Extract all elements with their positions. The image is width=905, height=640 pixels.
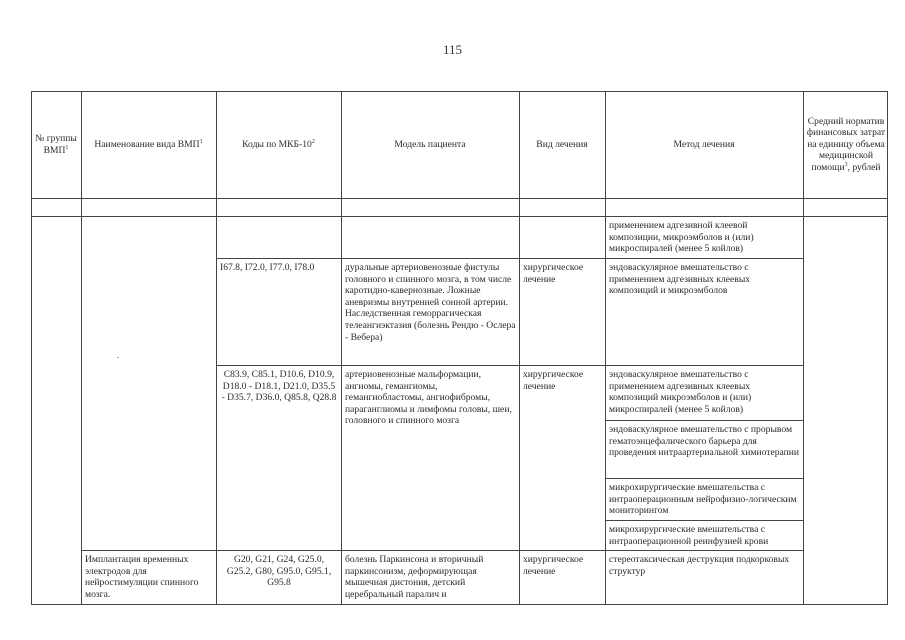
method-cell: эндоваскулярное вмешательство с применением адгезивных клеевых композиций и микроэмболов (609, 262, 751, 297)
method-cell: микрохирургические вмешательства с интраоперационной реинфузией крови (609, 524, 769, 547)
col-border (81, 91, 82, 605)
icd-codes-cell: G20, G21, G24, G25.0, G25.2, G80, G95.0, G95.1, G95.8 (226, 554, 332, 589)
col-border (605, 91, 606, 605)
col-border (216, 91, 217, 605)
method-divider (605, 520, 803, 521)
row-divider (216, 258, 803, 259)
treatment-type-cell: хирургическое лечение (523, 262, 584, 285)
patient-model-cell: артериовенозные мальформации, ангиомы, гемангиомы, гемангиобластомы, ангиофибромы, параганглиомы и лимфомы головы, шеи, головного и спинного мозга (345, 369, 512, 427)
method-divider (605, 478, 803, 479)
col-border (803, 91, 804, 605)
treatment-type-cell: хирургическое лечение (523, 554, 584, 577)
method-cell: применением адгезивной клеевой композиции, микроэмболов и (или) микроспиралей (менее 5 койлов) (609, 220, 754, 255)
table-bottom-border (31, 604, 888, 605)
method-cell: микрохирургические вмешательства с интраоперационным нейрофизио-логическим мониторингом (609, 482, 797, 517)
icd-codes-cell: C83.9, C85.1, D10.6, D10.9, D18.0 - D18.1, D21.0, D35.5 - D35.7, D36.0, Q85.8, Q28.8 (221, 369, 337, 404)
col-border (31, 91, 32, 605)
method-cell: эндоваскулярное вмешательство с применением адгезивных клеевых композиций микроэмболов и (или) микроспиралей (менее 5 койлов) (609, 369, 752, 415)
method-cell: стереотаксическая деструкция подкорковых структур (609, 554, 790, 577)
method-divider (605, 420, 803, 421)
row-divider (216, 365, 803, 366)
header-double-border (31, 216, 888, 217)
patient-model-cell: болезнь Паркинсона и вторичный паркинсонизм, деформирующая мышечная дистония, детский церебральный паралич и (345, 554, 484, 600)
method-cell: эндоваскулярное вмешательство с прорывом гематоэнцефалического барьера для проведения интраартериальной химиотерапии (609, 424, 800, 459)
header-icd-codes: Коды по МКБ-$10^2$ (242, 138, 315, 150)
col-border (887, 91, 888, 605)
icd-codes-cell: I67.8, I72.0, I77.0, I78.0 (220, 262, 315, 273)
page-number: 115 (442, 42, 463, 57)
treatment-type-cell: хирургическое лечение (523, 369, 584, 392)
vmp-table (31, 91, 888, 605)
patient-model-cell: дуральные артериовенозные фистулы головного и спинного мозга, в том числе каротидно-кавернозные. Ложные аневризмы внутренней сонной артерии. Наследственная геморрагическая телеангиэктазия (болезнь Рендю - Ослера - Вебера) (345, 262, 516, 343)
col-border (341, 91, 342, 605)
row-divider (81, 550, 803, 551)
col-border (519, 91, 520, 605)
header-bottom-border (31, 198, 888, 199)
scan-speck (117, 357, 119, 358)
header-treatment-type: Вид лечения (536, 138, 588, 150)
header-patient-model: Модель пациента (394, 138, 466, 150)
header-vmp-name: Наименование вида ВМП$^1$ (94, 138, 203, 150)
header-treatment-method: Метод лечения (673, 138, 735, 150)
header-cost-norm: Средний норматив финансовых затрат на единицу объема медицинской помощи$^3$, рублей (806, 115, 886, 173)
header-group-no: № группы ВМП$^1$ (35, 132, 77, 156)
vmp-name-cell: Имплантация временных электродов для нейростимуляции спинного мозга. (85, 554, 199, 600)
